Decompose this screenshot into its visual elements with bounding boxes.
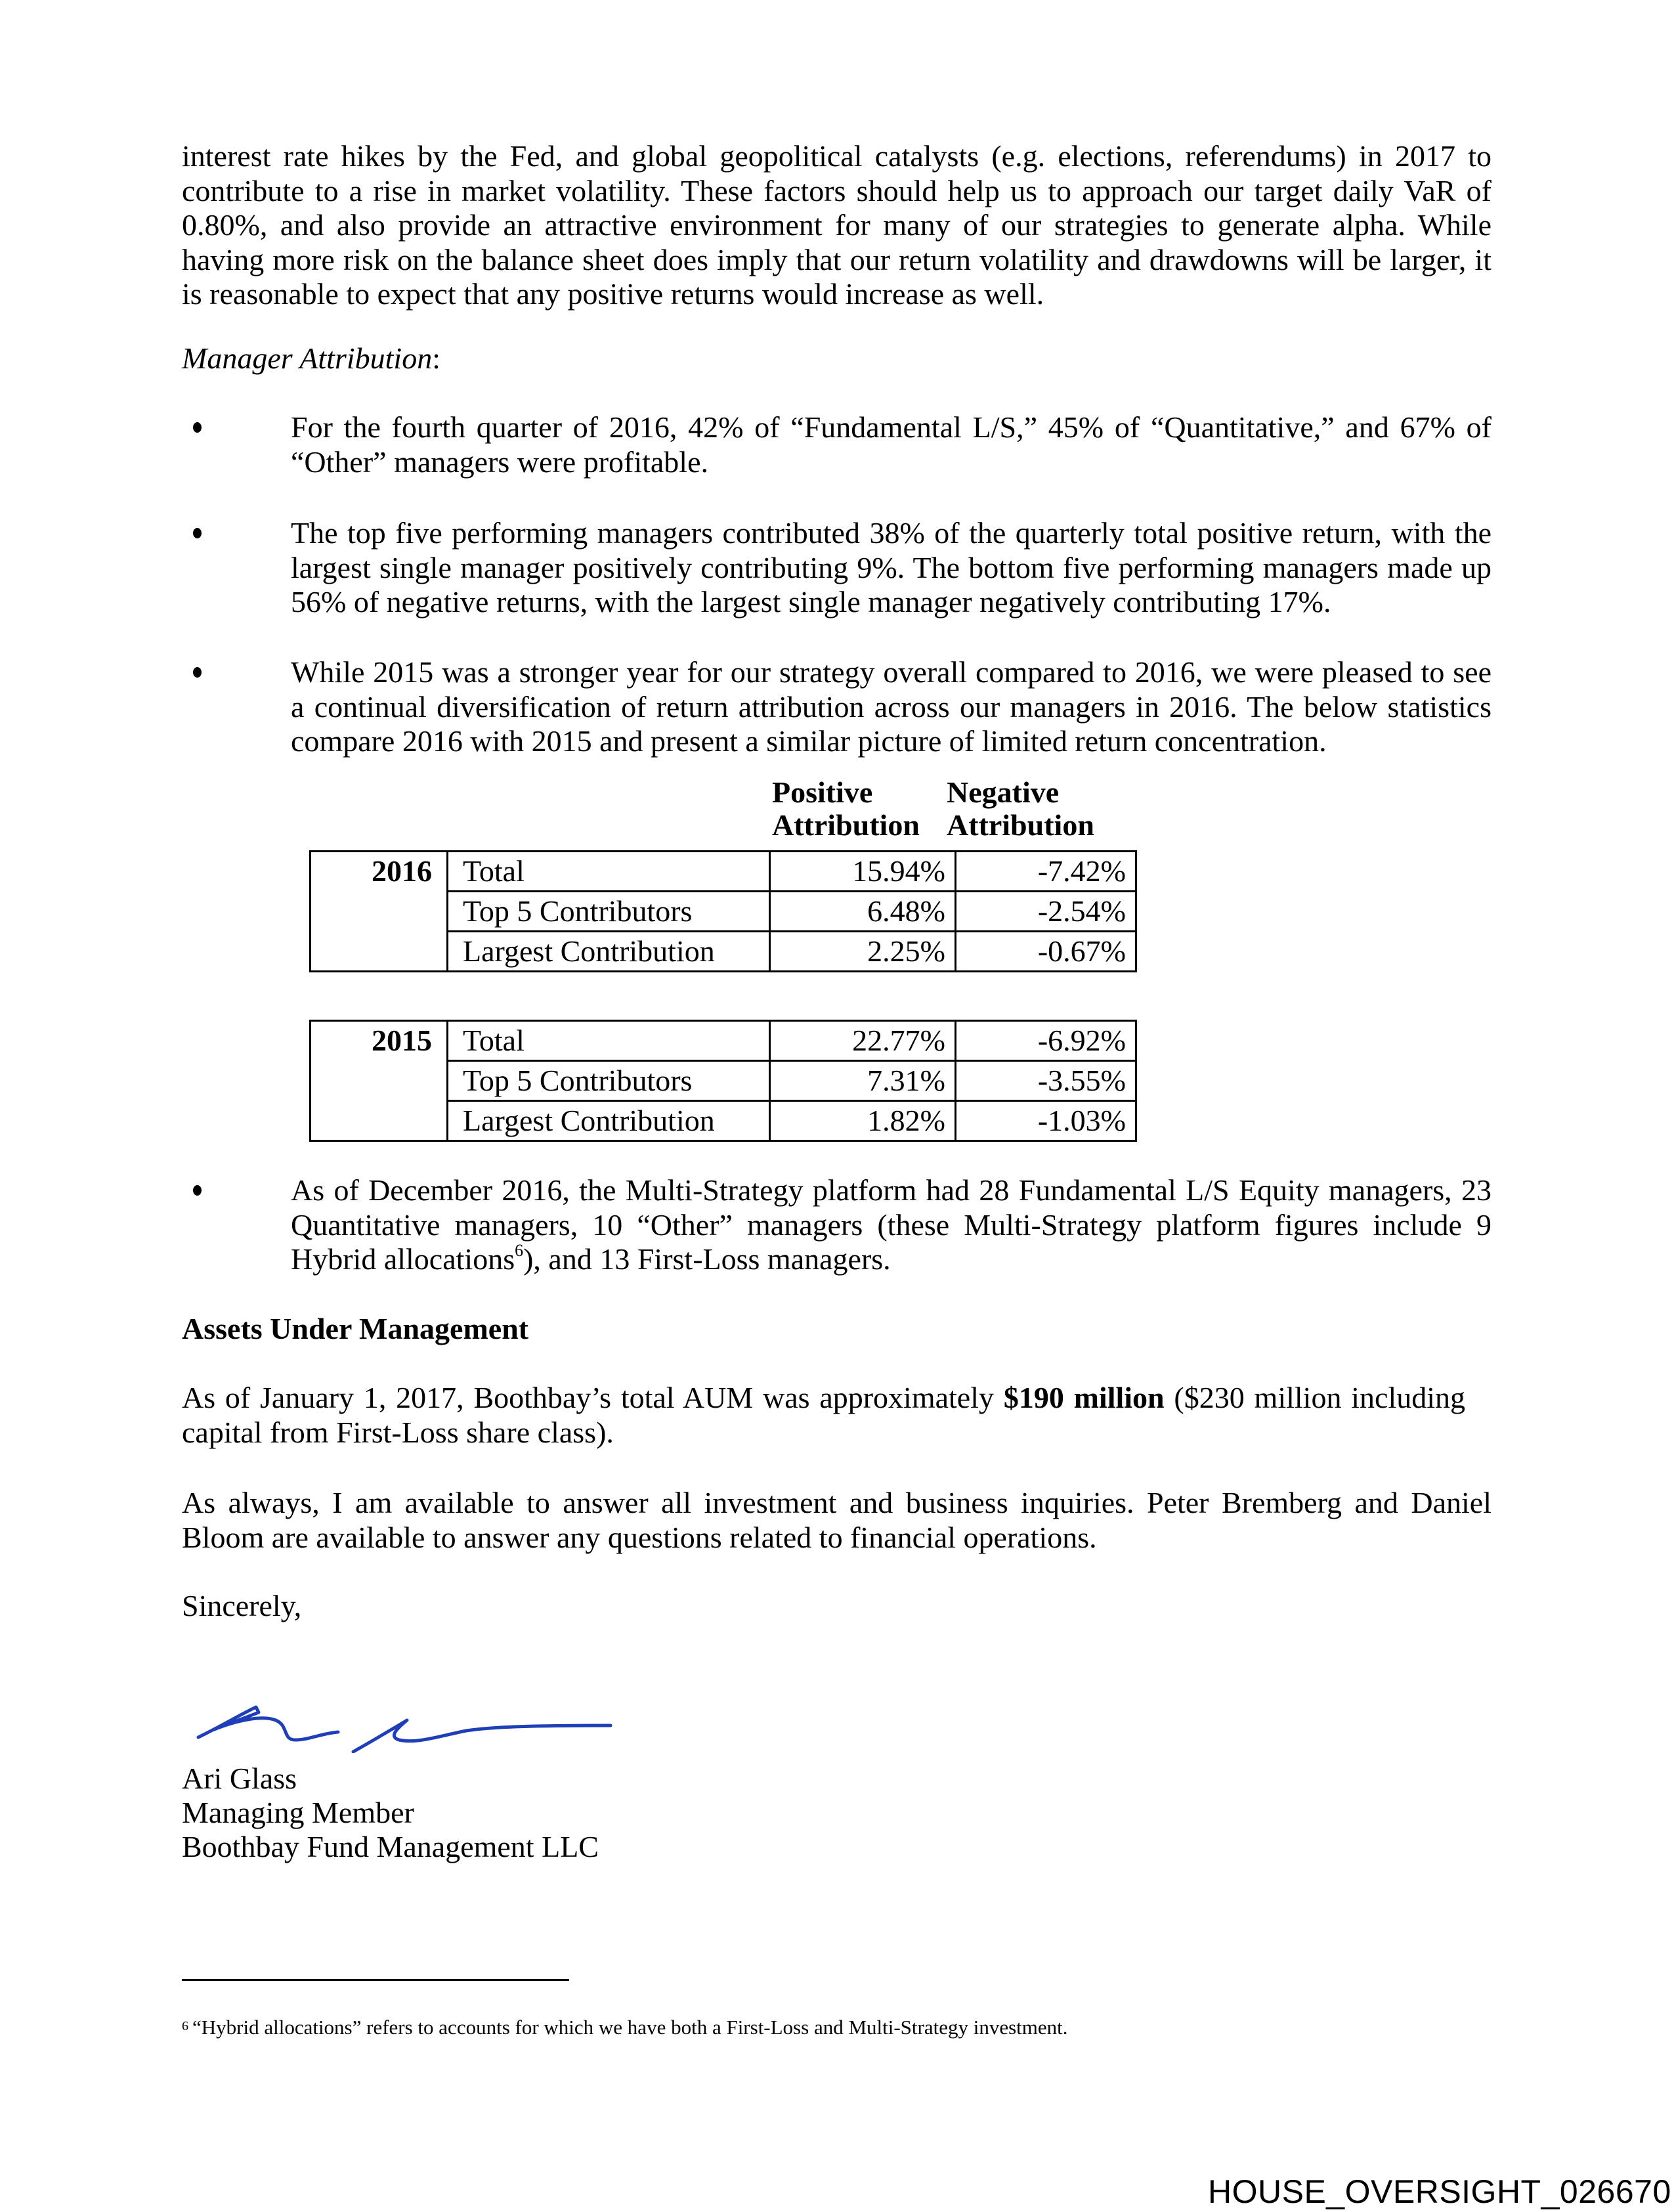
header-line: Attribution [947,808,1094,842]
signer-title: Managing Member [182,1796,414,1829]
row-label: Total [448,1021,770,1061]
row-label: Top 5 Contributors [448,892,770,932]
negative-value: -6.92% [956,1021,1136,1061]
positive-value: 1.82% [770,1101,956,1141]
header-line: Negative [947,775,1060,809]
aum-text: As of January 1, 2017, Boothbay’s total AUM was approximately [182,1381,1004,1414]
footnote-number: 6 [182,2019,188,2033]
row-label: Largest Contribution [448,1101,770,1141]
footnote-reference[interactable]: 6 [515,1241,524,1260]
signature-icon [190,1701,624,1753]
attribution-table-2015 [309,1020,1137,1142]
row-label: Total [448,852,770,892]
table-row [311,1021,1136,1061]
sign-off: Sincerely, [182,1589,302,1622]
aum-paragraph [182,1381,1465,1450]
row-label: Largest Contribution [448,932,770,972]
positive-value: 22.77% [770,1021,956,1061]
negative-value: -2.54% [956,892,1136,932]
bullet-text-part: As of December 2016, the Multi-Strategy platform had 28 Fundamental L/S Equity managers, 23 Quantitative managers, 10 “Other” managers (these Multi-Strategy platform figures include 9 Hybrid allocations [291,1173,1492,1276]
heading-colon: : [432,341,440,375]
aum-heading: Assets Under Management [182,1312,529,1345]
aum-amount: $190 million [1003,1381,1165,1414]
positive-value: 7.31% [770,1061,956,1101]
bullet-icon [192,410,202,445]
intro-paragraph: interest rate hikes by the Fed, and global geopolitical catalysts (e.g. elections, referendums) in 2017 to contribute to a rise in market volatility. These factors should help us to approach our target daily VaR of 0.80%, and also provide an attractive environment for many of our strategies to generate alpha. While having more risk on the balance sheet does imply that our return volatility and drawdowns will be larger, it is reasonable to expect that any positive returns would increase as well. [182,139,1492,311]
bullet-icon [192,1173,202,1208]
positive-value: 6.48% [770,892,956,932]
bullet-item [182,410,1492,479]
negative-value: -0.67% [956,932,1136,972]
footnote-text: “Hybrid allocations” refers to accounts for which we have both a First-Loss and Multi-Strategy investment. [192,2016,1068,2039]
bullet-icon [192,516,202,551]
negative-attribution-header [947,776,1094,842]
bullet-text: The top five performing managers contributed 38% of the quarterly total positive return, with the largest single manager positively contributing 9%. The bottom five performing managers made up 56% of negative returns, with the largest single manager negatively contributing 17%. [291,516,1492,618]
bullet-text [291,1173,1492,1277]
manager-attribution-heading [182,341,440,376]
year-cell: 2015 [311,1021,448,1141]
header-line: Attribution [772,808,920,842]
bates-stamp: HOUSE_OVERSIGHT_026670 [1208,2173,1671,2210]
bullet-text: For the fourth quarter of 2016, 42% of “Fundamental L/S,” 45% of “Quantitative,” and 67% of “Other” managers were profitable. [291,410,1492,479]
bullet-item [182,516,1492,620]
header-line: Positive [772,775,873,809]
bullet-text: While 2015 was a stronger year for our strategy overall compared to 2016, we were pleased to see a continual diversification of return attribution across our managers in 2016. The below statistics compare 2016 with 2015 and present a similar picture of limited return concentration. [291,655,1492,758]
positive-value: 15.94% [770,852,956,892]
negative-value: -1.03% [956,1101,1136,1141]
attribution-table-2016 [309,850,1137,972]
manager-attribution-heading-text: Manager Attribution [182,341,433,375]
row-label: Top 5 Contributors [448,1061,770,1101]
closing-paragraph: As always, I am available to answer all investment and business inquiries. Peter Bremberg and Daniel Bloom are available to answer any questions related to financial operations. [182,1486,1492,1554]
footnote-divider [182,1979,569,1981]
negative-value: -7.42% [956,852,1136,892]
footnote [182,2014,1068,2039]
bullet-item [182,655,1492,759]
bullet-item [182,1173,1492,1277]
signer-company: Boothbay Fund Management LLC [182,1830,599,1863]
signer-name: Ari Glass [182,1762,297,1795]
positive-attribution-header [772,776,920,842]
positive-value: 2.25% [770,932,956,972]
year-cell: 2016 [311,852,448,972]
bullet-icon [192,655,202,690]
table-row [311,852,1136,892]
aum-text: ($230 million including capital from First-Loss share class). [182,1381,1466,1449]
bullet-text-part: ), and 13 First-Loss managers. [523,1242,891,1276]
negative-value: -3.55% [956,1061,1136,1101]
